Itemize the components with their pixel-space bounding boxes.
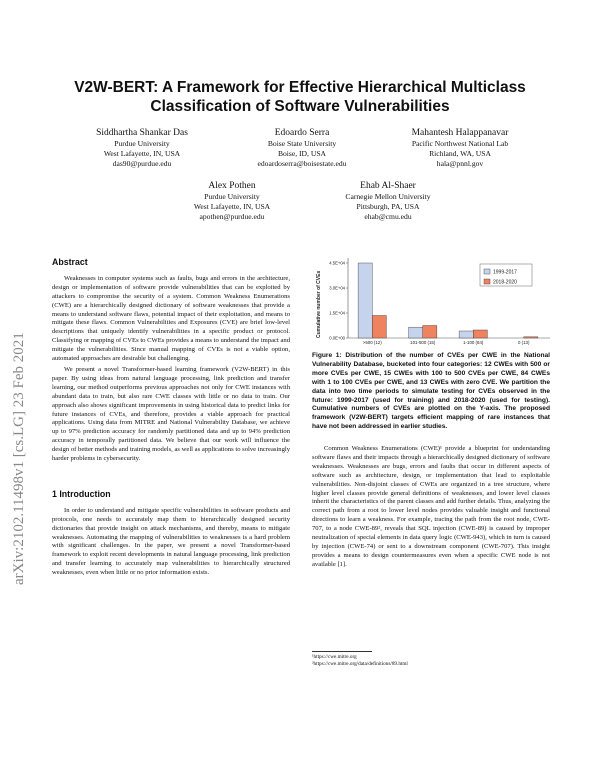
right-column [312,445,550,570]
x-tick-label: 1-100 (84) [463,340,484,345]
arxiv-identifier [4,210,30,590]
figure-1-caption: Figure 1: Distribution of the number of CVEs per CWE in the National Vulnerability Database, bucketed into four categories: 12 CWEs with 500 or more CVEs per CWE, 15 CWEs with 100 to 500 CVEs per CWE, 84 CWEs with 1 to 100 CVEs per CWE, and 13 CWEs with zero CVE. We partition the data into two time periods to simulate testing for CVEs observed in the future: 1999-2017 (used for training) and 2018-2020 (used for testing). Cumulative numbers of CVEs are plotted on the Y-axis. The proposed framework (V2W-BERT) targets efficient mapping of rare instances that have not been addressed in earlier studies. [312,352,550,431]
legend-label: 2018-2020 [493,279,517,286]
author-name: Alex Pothen [208,181,256,191]
author-location: Boise, ID, USA [277,149,327,158]
footnotes [312,651,550,668]
abstract-heading: Abstract [52,257,88,267]
author-location: Pittsburgh, PA, USA [356,202,420,211]
y-tick-label: 4.5E+04 [329,260,345,266]
legend-label: 1999-2017 [493,269,517,276]
y-tick-label: 0.0E+00 [329,335,345,341]
footnote-1: ¹https://cwe.mitre.org [312,654,357,660]
introduction-paragraph-1: In order to understand and mitigate specific vulnerabilities in software products and protocols, one needs to accurately map them to hierarchically designed security dictionaries that provide insight on attack mechanisms, and thereby, means to mitigate weaknesses. Automating the mapping of vulnerabilities to weaknesses is a hard problem with significant challenges. In the paper, we present a novel Transformer-based framework to exploit recent developments in natural language processing, link prediction and transfer learning to accurately map vulnerabilities to hierarchically structured weaknesses, even when little or no prior information exists. [52,506,290,577]
author-email: das90@purdue.edu [112,159,172,168]
bar [358,263,372,338]
author-location: West Lafayette, IN, USA [193,202,271,211]
x-tick-label: >500 (12) [362,340,382,345]
introduction-heading: 1 Introduction [52,488,111,499]
bar [409,327,423,338]
author-5 [318,180,458,222]
footnote-rule [312,651,372,652]
x-tick-label: 0 (13) [517,340,530,345]
author-name: Siddhartha Shankar Das [96,128,188,138]
abstract-paragraph-2: We present a novel Transformer-based learning framework (V2W-BERT) in this paper. By using ideas from natural language processing, link prediction and transfer learning, our method outperforms previous approaches not only for CWE instances with abundant data to train, but also rare CWE classes with little or no data to train. Our approach also shows significant improvements in using historical data to predict links for future instances of CVEs, and therefore, provides a viable approach for practical applications. Using data from MITRE and National Vulnerability Database, we achieve up to 97% prediction accuracy for randomly partitioned data and up to 94% prediction accuracy in temporally partitioned data. We believe that our work will influence the design of better methods and training models, as well as applications to solve increasingly harder problems in cybersecurity. [52,365,290,463]
x-tick-label: 101-500 (15) [410,340,436,345]
author-email: hala@pnnl.gov [436,159,484,168]
bar [372,316,386,339]
y-tick-label: 1.5E+04 [329,310,345,316]
author-4 [162,180,302,222]
bar [524,337,538,338]
figure-1-chart [312,252,550,352]
author-affiliation: Carnegie Mellon University [345,192,431,201]
author-name: Ehab Al-Shaer [360,181,416,191]
author-name: Edoardo Serra [274,128,330,138]
left-column [52,258,290,578]
author-affiliation: Purdue University [204,192,260,201]
abstract-paragraph-1: Weaknesses in computer systems such as faults, bugs and errors in the architecture, design or implementation of software provide vulnerabilities that can be exploited by attackers to compromise the security of a system. Common Weakness Enumerations (CWE) are a hierarchically designed dictionary of software weaknesses that provide a means to understand software flaws, potential impact of their exploitation, and means to mitigate these flaws. Common Vulnerabilities and Exposures (CVE) are brief low-level descriptions that uniquely identify vulnerabilities in a specific product or protocol. Classifying or mapping of CVEs to CWEs provides a means to understand the impact and mitigate the vulnerabilities. Since manual mapping of CVEs is not a viable option, automated approaches are desirable but challenging. [52,274,290,363]
legend-swatch [484,279,490,284]
author-name: Mahantesh Halappanavar [411,128,509,138]
y-axis-label: Cumulative number of CVEs [316,270,322,338]
paper-title: V2W-BERT: A Framework for Effective Hierarchical Multiclass Classification of Software Vulnerabilities [74,79,526,115]
author-location: Richland, WA, USA [429,149,491,158]
bar [473,330,487,338]
bar [459,331,473,338]
bar [423,326,437,339]
legend-swatch [484,269,490,274]
author-affiliation: Purdue University [114,139,170,148]
author-affiliation: Boise State University [267,139,337,148]
author-email: ehab@cmu.edu [364,212,412,221]
y-tick-label: 3.0E+04 [329,285,345,291]
author-email: edoardoserra@boisestate.edu [257,159,347,168]
author-2 [232,127,372,169]
chart-legend [480,264,532,286]
author-location: West Lafayette, IN, USA [103,149,181,158]
author-3 [390,127,530,169]
author-1 [72,127,212,169]
right-paragraph-1: Common Weakness Enumerations (CWE)¹ provide a blueprint for understanding software flaws and their impacts through a hierarchically designed dictionary of software weaknesses. Weaknesses are bugs, errors and faults that occur in different aspects of software such as architecture, design, or implementation that lead to exploitable vulnerabilities. Non-disjoint classes of CWEs are organized in a tree structure, where higher level classes provide general definitions of weaknesses, and lower level classes inherit the characteristics of the parent classes and add further details. Thus, analyzing the correct path from a root to lower level nodes provides valuable insight and functional directions to learn a weakness. For example, tracing the path from the root node, CWE-707, to a node CWE-89², reveals that SQL injection (CWE-89) is caused by improper neutralization of special elements in data query logic (CWE-943), which in turn is caused by injection (CWE-74) or sent to a downstream component (CWE-707). This insight provides a means to design countermeasures even when a specific CWE node is not available [1]. [312,445,550,568]
footnote-2: ²https://cwe.mitre.org/data/definitions/89.html [312,661,408,667]
svg-text:arXiv:2102.11498v1 [cs.LG] 2: arXiv:2102.11498v1 [cs.LG] 23 Feb 2021 [11,332,27,585]
author-email: apothen@purdue.edu [199,212,265,221]
author-affiliation: Pacific Northwest National Lab [411,139,509,148]
